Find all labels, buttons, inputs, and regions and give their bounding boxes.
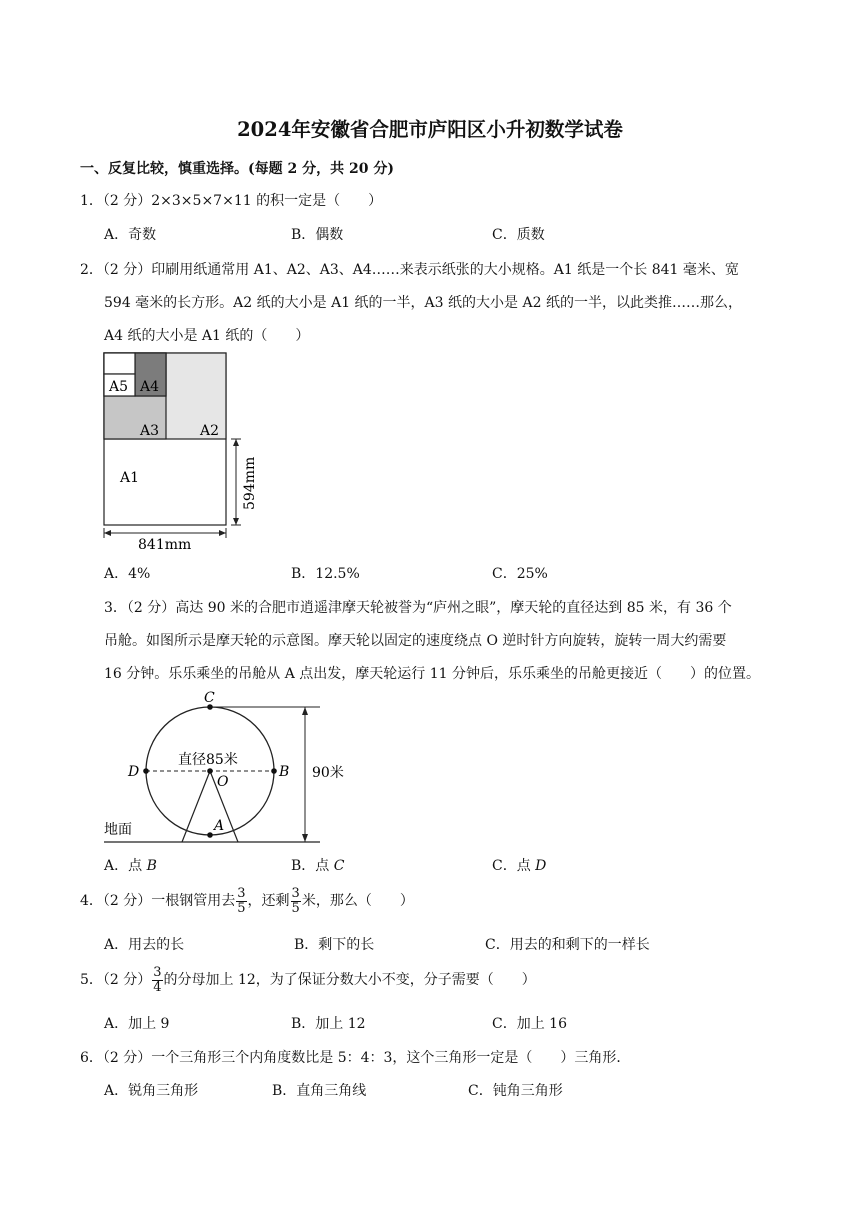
label-c: C	[204, 690, 215, 706]
page-title: 2024年安徽省合肥市庐阳区小升初数学试卷	[237, 118, 623, 141]
label-a: A	[214, 818, 225, 834]
fraction-three-quarters: $\frac{3}{4}$	[153, 964, 162, 995]
q2-option-a: A．4%	[104, 566, 151, 582]
label-a2: A2	[200, 423, 220, 439]
height-arrow-up	[233, 439, 239, 446]
label-a5: A5	[109, 379, 129, 395]
label-a1: A1	[120, 470, 140, 486]
q5-option-b: B．加上 12	[291, 1016, 366, 1032]
q1-option-b: B．偶数	[291, 227, 344, 243]
ferris-wheel-figure	[98, 688, 358, 848]
question-3-line-1: 3．（2 分）高达 90 米的合肥市逍遥津摩天轮被誉为“庐州之眼”，摩天轮的直径达到 85 米，有 36 个	[104, 600, 732, 616]
fraction-used: $\frac{3}{5}$	[237, 885, 246, 916]
paper-size-figure	[98, 350, 268, 555]
width-label: 841mm	[138, 537, 192, 553]
q6-option-c: C．钝角三角形	[468, 1083, 563, 1099]
point-b-dot	[271, 768, 277, 774]
q2-option-b: B．12.5%	[291, 566, 360, 582]
q3-option-a: A．点 B	[104, 858, 157, 874]
question-3-line-3: 16 分钟。乐乐乘坐的吊舱从 A 点出发，摩天轮运行 11 分钟后，乐乐乘坐的吊舱更接近（ ）的位置。	[104, 666, 760, 682]
question-2-line-1: 2．（2 分）印刷用纸通常用 A1、A2、A3、A4……来表示纸张的大小规格。A1 纸是一个长 841 毫米、宽	[80, 262, 739, 278]
q1-option-c: C．质数	[492, 227, 545, 243]
q6-option-a: A．锐角三角形	[104, 1083, 199, 1099]
height-arrow-down	[302, 834, 308, 842]
width-arrow-right	[219, 530, 226, 536]
q4-option-b: B．剩下的长	[294, 937, 375, 953]
q5-option-c: C．加上 16	[492, 1016, 567, 1032]
question-1-text: 1．（2 分）2×3×5×7×11 的积一定是（ ）	[80, 193, 383, 209]
height-arrow-up	[302, 707, 308, 715]
q4-option-c: C．用去的和剩下的一样长	[485, 937, 650, 953]
fraction-remaining: $\frac{3}{5}$	[291, 885, 300, 916]
section-heading: 一、反复比较，慎重选择。(每题 2 分，共 20 分)	[80, 161, 394, 177]
question-3-line-2: 吊舱。如图所示是摩天轮的示意图。摩天轮以固定的速度绕点 O 逆时针方向旋转，旋转一周大约需要	[104, 633, 727, 649]
a6-region	[104, 353, 135, 374]
ground-label: 地面	[104, 822, 132, 838]
q1-option-a: A．奇数	[104, 227, 157, 243]
q5-option-a: A．加上 9	[104, 1016, 170, 1032]
question-5-text: 5．（2 分） $\frac{3}{4}$ 的分母加上 12，为了保证分数大小不变，分子需要（ ）	[80, 964, 536, 995]
height-label: 594mm	[242, 456, 258, 510]
width-arrow-left	[104, 530, 111, 536]
label-a4: A4	[140, 379, 160, 395]
q6-option-b: B．直角三角线	[272, 1083, 367, 1099]
diameter-label: 直径85米	[178, 752, 238, 768]
q3-option-b: B．点 C	[291, 858, 345, 874]
label-a3: A3	[140, 423, 160, 439]
point-d-dot	[143, 768, 149, 774]
support-left	[182, 771, 210, 842]
label-o: O	[217, 774, 229, 790]
question-2-line-3: A4 纸的大小是 A1 纸的（ ）	[104, 328, 310, 344]
label-b: B	[279, 764, 290, 780]
q4-option-a: A．用去的长	[104, 937, 185, 953]
question-6-text: 6．（2 分）一个三角形三个内角度数比是 5：4：3，这个三角形一定是（ ）三角形．	[80, 1050, 631, 1066]
q3-option-c: C．点 D	[492, 858, 547, 874]
label-d: D	[128, 764, 140, 780]
q2-option-c: C．25%	[492, 566, 548, 582]
height-arrow-down	[233, 518, 239, 525]
question-2-line-2: 594 毫米的长方形。A2 纸的大小是 A1 纸的一半，A3 纸的大小是 A2 纸的一半，以此类推……那么，	[104, 295, 742, 311]
point-o-dot	[207, 768, 213, 774]
question-4-text: 4．（2 分）一根钢管用去 $\frac{3}{5}$ ，还剩 $\frac{3}{5}$ 米，那么（ ）	[80, 885, 414, 916]
height-label: 90米	[312, 765, 344, 781]
point-a-dot	[207, 832, 213, 838]
